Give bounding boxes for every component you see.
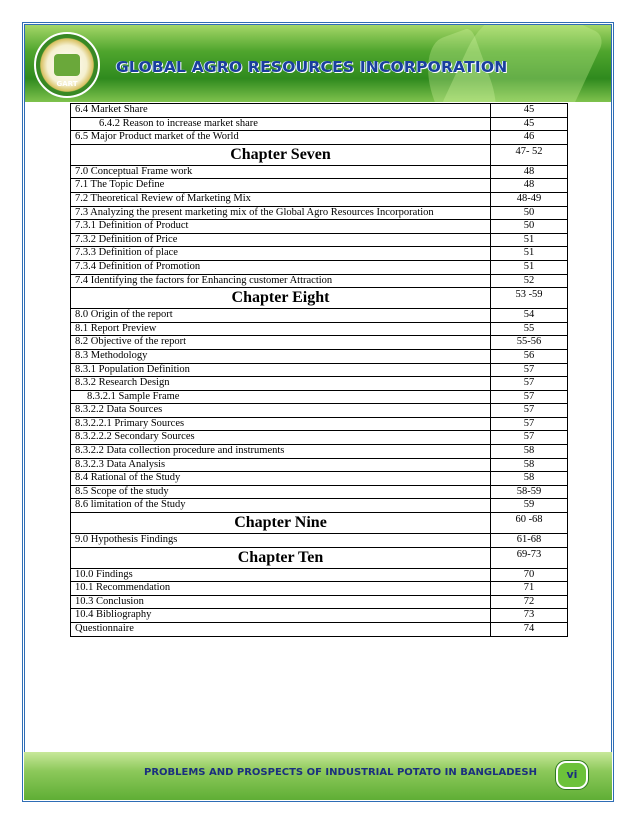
logo-text: GART — [56, 80, 78, 88]
toc-page-number: 71 — [491, 582, 568, 596]
chapter-heading: Chapter Eight — [71, 288, 491, 309]
toc-page-number: 52 — [491, 274, 568, 288]
toc-entry-title: 10.1 Recommendation — [71, 582, 491, 596]
toc-row — [71, 485, 568, 499]
toc-entry-title: 8.3.2.3 Data Analysis — [71, 458, 491, 472]
toc-page-number: 58-59 — [491, 485, 568, 499]
footer-title: PROBLEMS AND PROSPECTS OF INDUSTRIAL POTATO IN BANGLADESH — [144, 767, 537, 778]
toc-row — [71, 582, 568, 596]
toc-entry-title: 7.1 The Topic Define — [71, 179, 491, 193]
toc-entry-title: 7.3 Analyzing the present marketing mix of the Global Agro Resources Incorporation — [71, 206, 491, 220]
toc-row — [71, 260, 568, 274]
toc-row — [71, 609, 568, 623]
toc-row — [71, 568, 568, 582]
toc-body — [71, 104, 568, 637]
toc-entry-title: 7.0 Conceptual Frame work — [71, 165, 491, 179]
toc-entry-title: Questionnaire — [71, 623, 491, 637]
toc-page-number: 57 — [491, 390, 568, 404]
toc-page-number: 74 — [491, 623, 568, 637]
toc-entry-title: 8.3.2.2.2 Secondary Sources — [71, 431, 491, 445]
toc-entry-title: 8.6 limitation of the Study — [71, 499, 491, 513]
toc-entry-title: 6.4 Market Share — [71, 104, 491, 118]
toc-entry-title: 8.1 Report Preview — [71, 322, 491, 336]
toc-row — [71, 309, 568, 323]
toc-page-number: 51 — [491, 233, 568, 247]
toc-page-number: 58 — [491, 445, 568, 459]
toc-page-number: 57 — [491, 431, 568, 445]
company-name: GLOBAL AGRO RESOURCES INCORPORATION — [116, 58, 508, 76]
toc-row — [71, 472, 568, 486]
toc-row — [71, 104, 568, 118]
toc-entry-title: 8.3.2.2 Data Sources — [71, 404, 491, 418]
toc-row — [71, 322, 568, 336]
toc-row — [71, 417, 568, 431]
toc-entry-title: 8.3.1 Population Definition — [71, 363, 491, 377]
toc-row — [71, 274, 568, 288]
toc-page-number: 51 — [491, 260, 568, 274]
page-number-badge — [556, 761, 588, 789]
toc-page-number: 56 — [491, 349, 568, 363]
toc-row — [71, 192, 568, 206]
toc-row — [71, 206, 568, 220]
company-logo — [34, 32, 100, 98]
toc-chapter-row — [71, 547, 568, 568]
chapter-heading: Chapter Nine — [71, 513, 491, 534]
toc-row — [71, 165, 568, 179]
toc-entry-title: 6.5 Major Product market of the World — [71, 131, 491, 145]
toc-page-number: 45 — [491, 104, 568, 118]
toc-chapter-row — [71, 288, 568, 309]
chapter-heading: Chapter Ten — [71, 547, 491, 568]
toc-page-number: 53 -59 — [491, 288, 568, 309]
toc-entry-title: 7.3.2 Definition of Price — [71, 233, 491, 247]
toc-row — [71, 534, 568, 548]
toc-entry-title: 6.4.2 Reason to increase market share — [71, 117, 491, 131]
toc-entry-title: 9.0 Hypothesis Findings — [71, 534, 491, 548]
toc-entry-title: 8.3.2.1 Sample Frame — [71, 390, 491, 404]
toc-row — [71, 363, 568, 377]
toc-row — [71, 233, 568, 247]
toc-entry-title: 8.2 Objective of the report — [71, 336, 491, 350]
toc-page-number: 50 — [491, 220, 568, 234]
toc-page-number: 73 — [491, 609, 568, 623]
toc-row — [71, 247, 568, 261]
chapter-heading: Chapter Seven — [71, 144, 491, 165]
toc-page-number: 57 — [491, 417, 568, 431]
toc-page-number: 57 — [491, 363, 568, 377]
toc-row — [71, 179, 568, 193]
toc-row — [71, 499, 568, 513]
toc-page-number: 57 — [491, 377, 568, 391]
toc-page-number: 55 — [491, 322, 568, 336]
toc-page-number: 45 — [491, 117, 568, 131]
toc-page-number: 58 — [491, 472, 568, 486]
toc-row — [71, 623, 568, 637]
toc-page-number: 50 — [491, 206, 568, 220]
toc-page-number: 69-73 — [491, 547, 568, 568]
toc-page-number: 70 — [491, 568, 568, 582]
toc-row — [71, 377, 568, 391]
toc-entry-title: 8.4 Rational of the Study — [71, 472, 491, 486]
toc-page-number: 72 — [491, 595, 568, 609]
toc-entry-title: 8.3 Methodology — [71, 349, 491, 363]
toc-page-number: 61-68 — [491, 534, 568, 548]
toc-entry-title: 7.3.3 Definition of place — [71, 247, 491, 261]
toc-row — [71, 458, 568, 472]
toc-entry-title: 10.3 Conclusion — [71, 595, 491, 609]
toc-row — [71, 445, 568, 459]
toc-entry-title: 10.4 Bibliography — [71, 609, 491, 623]
toc-entry-title: 7.3.4 Definition of Promotion — [71, 260, 491, 274]
toc-entry-title: 8.0 Origin of the report — [71, 309, 491, 323]
toc-page-number: 60 -68 — [491, 513, 568, 534]
toc-row — [71, 131, 568, 145]
toc-row — [71, 390, 568, 404]
logo-emblem-icon — [54, 54, 80, 76]
toc-page-number: 59 — [491, 499, 568, 513]
toc-entry-title: 7.3.1 Definition of Product — [71, 220, 491, 234]
toc-entry-title: 8.3.2 Research Design — [71, 377, 491, 391]
toc-row — [71, 336, 568, 350]
toc-row — [71, 404, 568, 418]
toc-page-number: 47- 52 — [491, 144, 568, 165]
toc-page-number: 58 — [491, 458, 568, 472]
toc-entry-title: 7.4 Identifying the factors for Enhancing customer Attraction — [71, 274, 491, 288]
toc-row — [71, 349, 568, 363]
toc-entry-title: 10.0 Findings — [71, 568, 491, 582]
toc-row — [71, 220, 568, 234]
toc-page-number: 48 — [491, 179, 568, 193]
toc-chapter-row — [71, 513, 568, 534]
toc-row — [71, 117, 568, 131]
toc-page-number: 55-56 — [491, 336, 568, 350]
toc-row — [71, 431, 568, 445]
table-of-contents — [70, 103, 568, 637]
toc-entry-title: 8.3.2.2 Data collection procedure and instruments — [71, 445, 491, 459]
toc-entry-title: 8.5 Scope of the study — [71, 485, 491, 499]
toc-page-number: 46 — [491, 131, 568, 145]
toc-page-number: 48-49 — [491, 192, 568, 206]
toc-page-number: 57 — [491, 404, 568, 418]
page-number: vi — [566, 768, 578, 781]
toc-page-number: 54 — [491, 309, 568, 323]
toc-chapter-row — [71, 144, 568, 165]
toc-entry-title: 8.3.2.2.1 Primary Sources — [71, 417, 491, 431]
toc-row — [71, 595, 568, 609]
toc-page-number: 51 — [491, 247, 568, 261]
toc-entry-title: 7.2 Theoretical Review of Marketing Mix — [71, 192, 491, 206]
toc-page-number: 48 — [491, 165, 568, 179]
